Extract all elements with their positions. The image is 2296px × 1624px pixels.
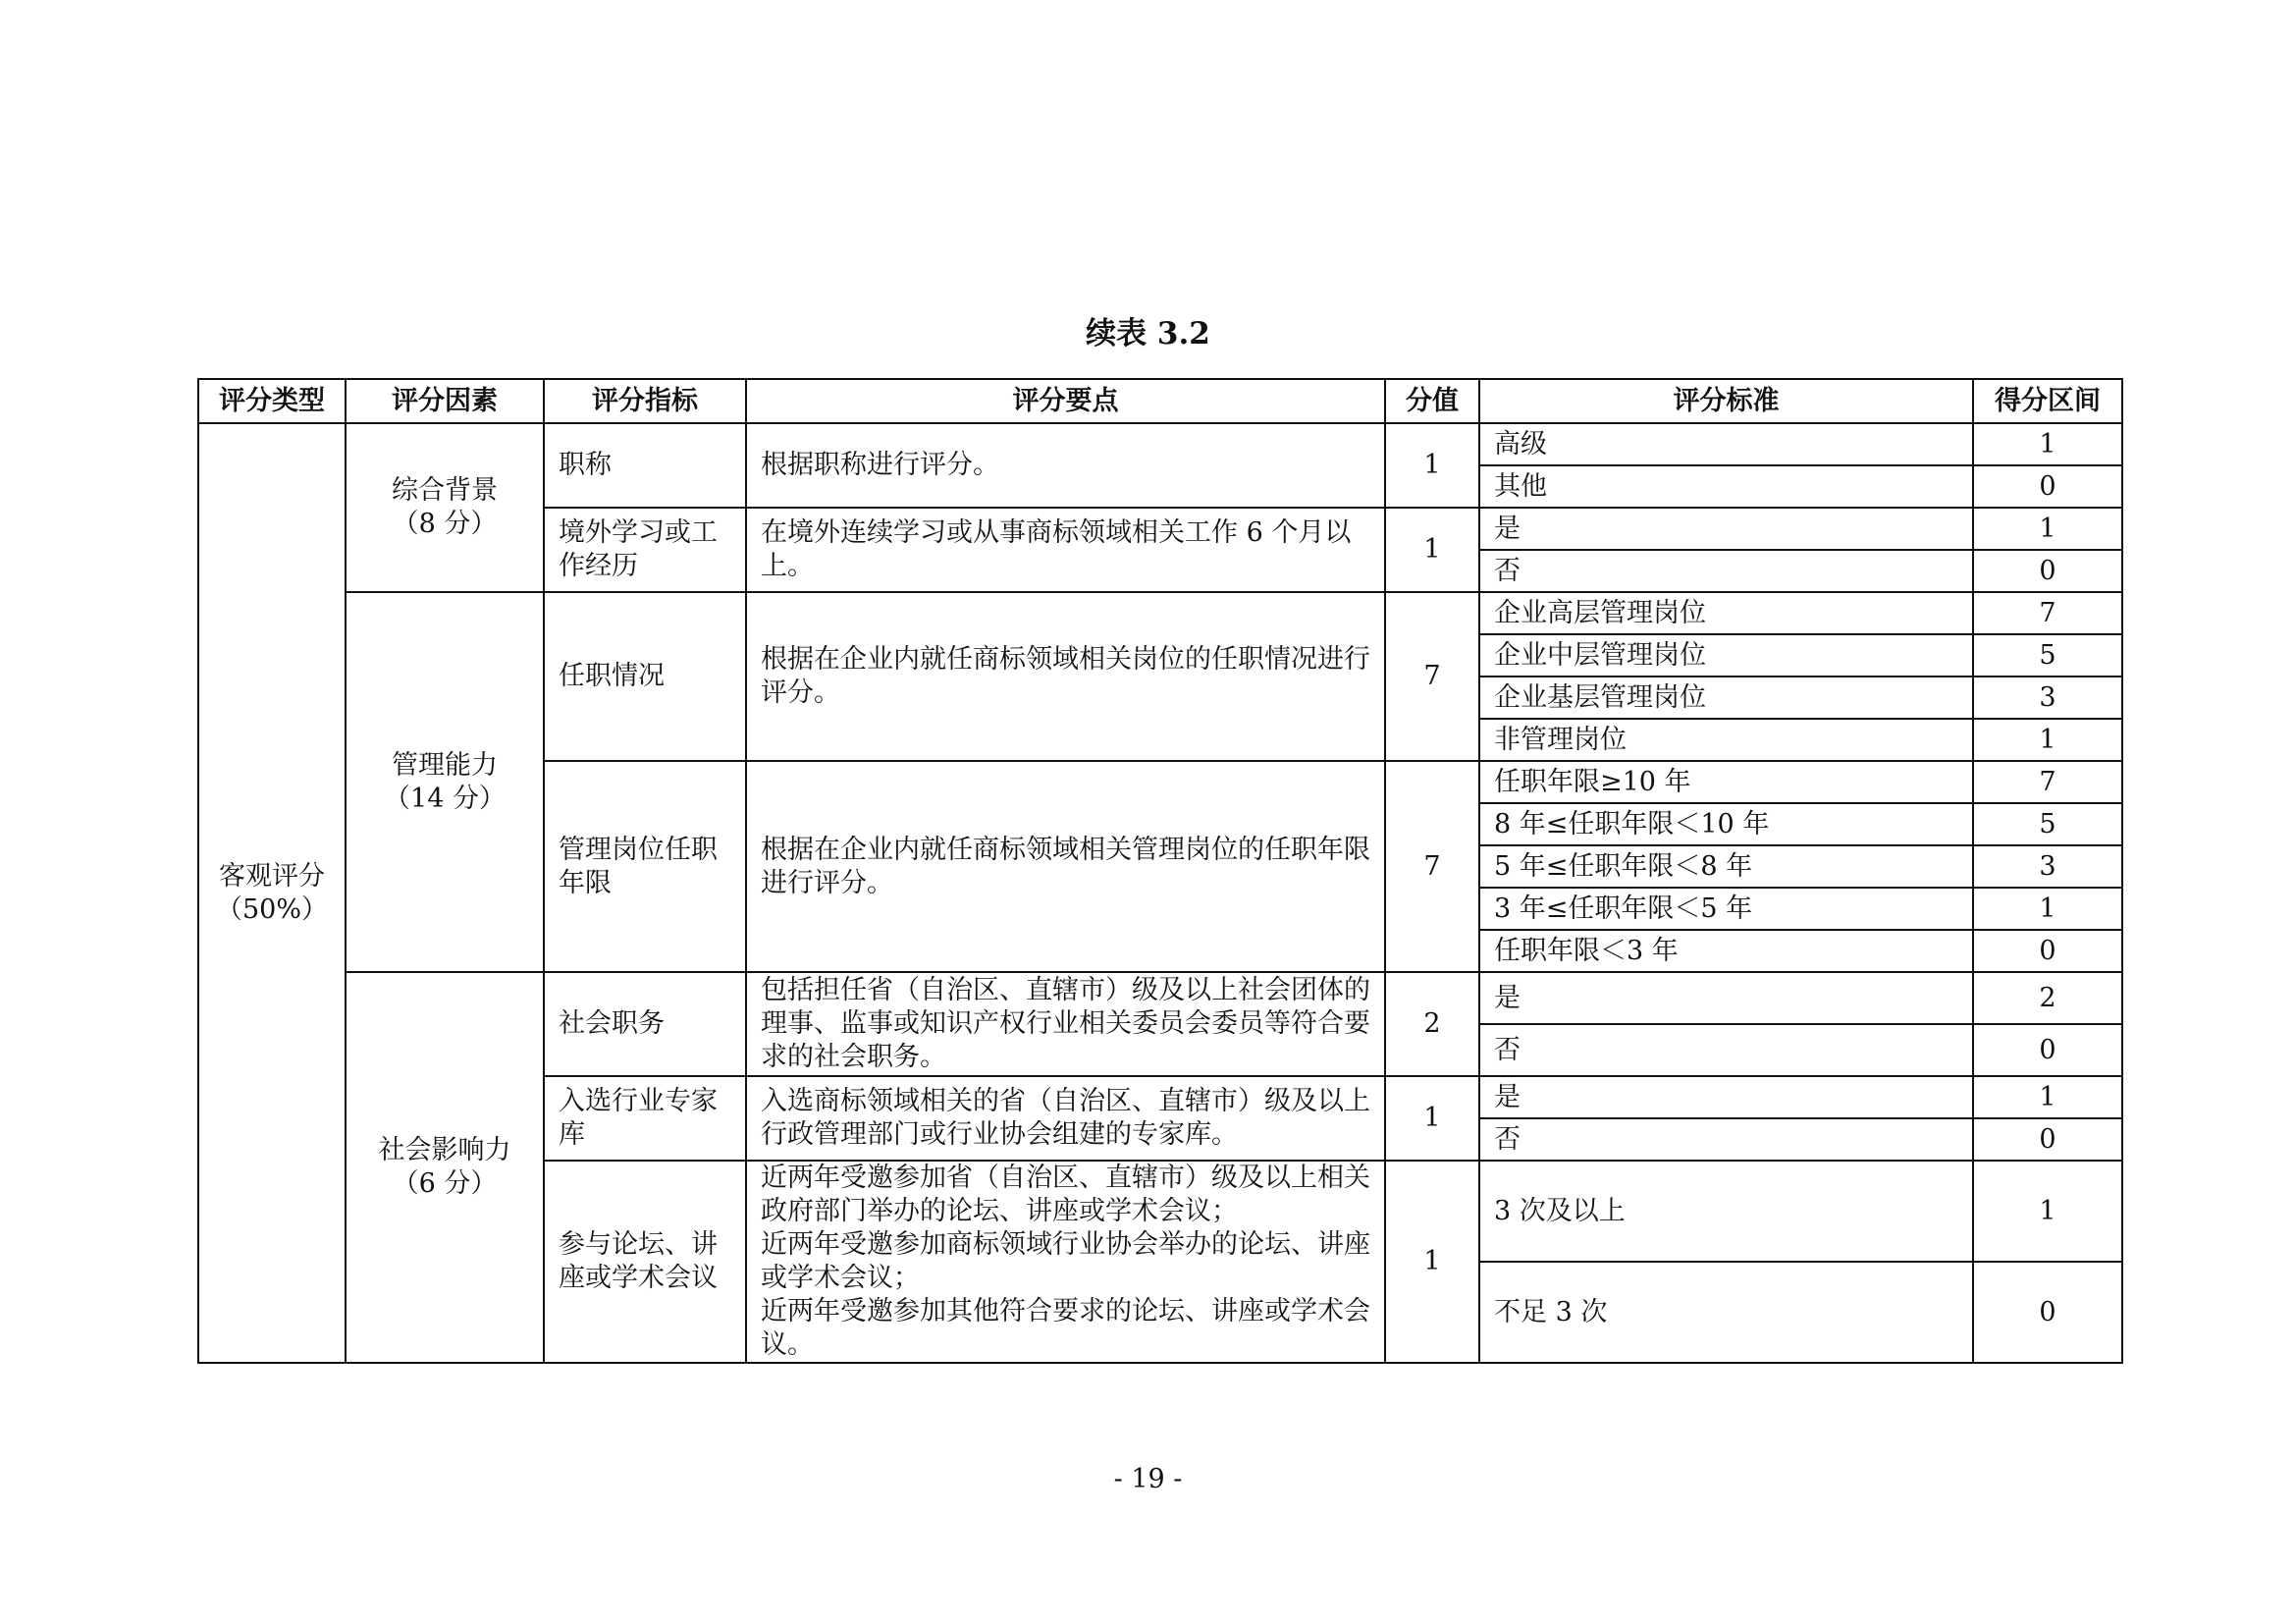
standard-cell: 任职年限＜3 年 [1479,930,1973,972]
score-cell: 1 [1385,1076,1479,1161]
standard-cell: 8 年≤任职年限＜10 年 [1479,803,1973,845]
standard-cell: 3 次及以上 [1479,1161,1973,1262]
factor-cell: 社会影响力 （6 分） [346,972,544,1363]
score-cell: 7 [1385,592,1479,761]
standard-cell: 是 [1479,972,1973,1024]
standard-cell: 企业基层管理岗位 [1479,677,1973,719]
score-cell: 1 [1385,1161,1479,1363]
factor-cell: 综合背景 （8 分） [346,423,544,592]
header-cell: 得分区间 [1973,379,2122,423]
score-cell: 1 [1385,423,1479,508]
header-row [198,379,2122,423]
indicator-cell: 任职情况 [544,592,746,761]
range-cell: 0 [1973,930,2122,972]
header-cell: 评分标准 [1479,379,1973,423]
range-cell: 5 [1973,803,2122,845]
indicator-cell: 境外学习或工作经历 [544,508,746,592]
header-cell: 评分类型 [198,379,346,423]
score-cell: 2 [1385,972,1479,1076]
indicator-cell: 管理岗位任职年限 [544,761,746,972]
standard-cell: 否 [1479,1024,1973,1076]
header-cell: 评分要点 [746,379,1385,423]
range-cell: 5 [1973,634,2122,677]
point-cell: 近两年受邀参加省（自治区、直辖市）级及以上相关政府部门举办的论坛、讲座或学术会议； 近两年受邀参加商标领域行业协会举办的论坛、讲座或学术会议； 近两年受邀参加其他符合要求的论坛、讲座或学术会议。 [746,1161,1385,1363]
range-cell: 1 [1973,508,2122,550]
table-title: 续表 3.2 [1086,316,1210,352]
standard-cell: 企业中层管理岗位 [1479,634,1973,677]
standard-cell: 不足 3 次 [1479,1262,1973,1363]
point-cell: 根据在企业内就任商标领域相关管理岗位的任职年限进行评分。 [746,761,1385,972]
page-number: - 19 - [1113,1464,1183,1494]
table-row [198,972,2122,1024]
point-cell: 包括担任省（自治区、直辖市）级及以上社会团体的理事、监事或知识产权行业相关委员会委员等符合要求的社会职务。 [746,972,1385,1076]
range-cell: 0 [1973,1262,2122,1363]
standard-cell: 非管理岗位 [1479,719,1973,761]
standard-cell: 其他 [1479,465,1973,508]
indicator-cell: 入选行业专家库 [544,1076,746,1161]
range-cell: 7 [1973,761,2122,803]
range-cell: 0 [1973,465,2122,508]
indicator-cell: 参与论坛、讲座或学术会议 [544,1161,746,1363]
standard-cell: 是 [1479,508,1973,550]
range-cell: 3 [1973,845,2122,888]
point-cell: 在境外连续学习或从事商标领域相关工作 6 个月以上。 [746,508,1385,592]
standard-cell: 3 年≤任职年限＜5 年 [1479,888,1973,930]
header-cell: 分值 [1385,379,1479,423]
header-cell: 评分因素 [346,379,544,423]
scoring-table [197,378,2123,1364]
range-cell: 0 [1973,1118,2122,1161]
score-cell: 1 [1385,508,1479,592]
range-cell: 1 [1973,888,2122,930]
range-cell: 0 [1973,550,2122,592]
standard-cell: 5 年≤任职年限＜8 年 [1479,845,1973,888]
indicator-cell: 职称 [544,423,746,508]
range-cell: 1 [1973,719,2122,761]
standard-cell: 否 [1479,1118,1973,1161]
range-cell: 1 [1973,423,2122,465]
standard-cell: 高级 [1479,423,1973,465]
factor-cell: 管理能力 （14 分） [346,592,544,972]
range-cell: 7 [1973,592,2122,634]
range-cell: 0 [1973,1024,2122,1076]
indicator-cell: 社会职务 [544,972,746,1076]
range-cell: 3 [1973,677,2122,719]
point-cell: 入选商标领域相关的省（自治区、直辖市）级及以上行政管理部门或行业协会组建的专家库。 [746,1076,1385,1161]
range-cell: 1 [1973,1076,2122,1118]
point-cell: 根据职称进行评分。 [746,423,1385,508]
standard-cell: 是 [1479,1076,1973,1118]
standard-cell: 否 [1479,550,1973,592]
range-cell: 2 [1973,972,2122,1024]
table-row [198,592,2122,634]
standard-cell: 任职年限≥10 年 [1479,761,1973,803]
header-cell: 评分指标 [544,379,746,423]
score-cell: 7 [1385,761,1479,972]
scoring-type-cell: 客观评分 （50%） [198,423,346,1363]
standard-cell: 企业高层管理岗位 [1479,592,1973,634]
range-cell: 1 [1973,1161,2122,1262]
table-row [198,423,2122,465]
point-cell: 根据在企业内就任商标领域相关岗位的任职情况进行评分。 [746,592,1385,761]
